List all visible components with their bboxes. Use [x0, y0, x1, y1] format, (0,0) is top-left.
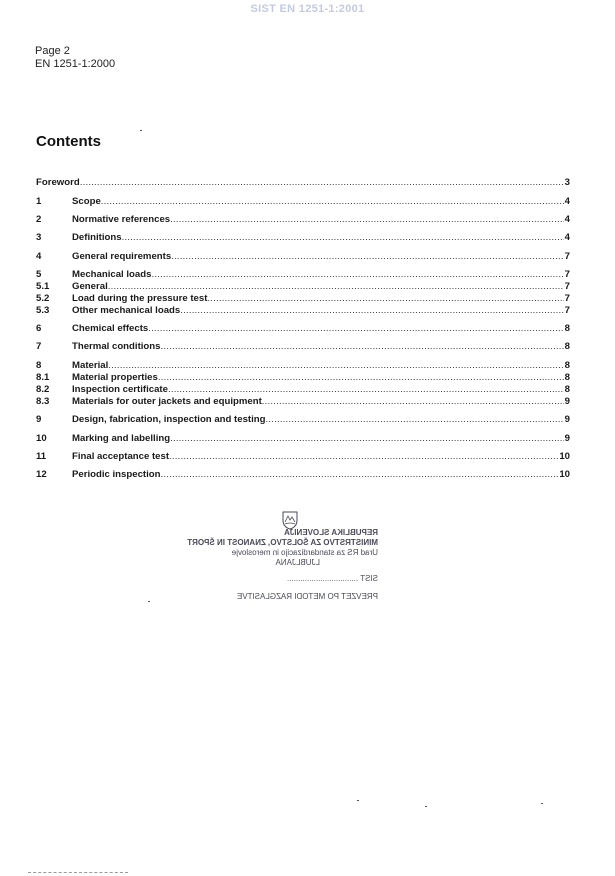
toc-entry-title: Material properties	[72, 372, 158, 383]
toc-entry-page: 8	[564, 341, 570, 352]
toc-entry-title: Other mechanical loads	[72, 305, 181, 316]
toc-entry[interactable]	[36, 396, 570, 408]
toc-entry-page: 7	[564, 269, 570, 280]
toc-entry[interactable]	[36, 281, 570, 293]
toc-entry[interactable]	[36, 232, 570, 244]
toc-entry-number: 8.1	[36, 372, 50, 383]
toc-entry-title: Chemical effects	[72, 323, 149, 334]
toc-entry-title: Material	[72, 360, 109, 371]
toc-entry-page: 9	[564, 396, 570, 407]
toc-dot-leader	[148, 323, 563, 334]
toc-entry-page: 8	[564, 360, 570, 371]
toc-dot-leader	[122, 232, 564, 243]
toc-entry-page: 10	[559, 469, 570, 480]
coat-of-arms-icon	[280, 510, 300, 530]
toc-dot-leader	[151, 269, 563, 280]
stamp-sist: SIST ................................	[287, 574, 378, 583]
official-stamp	[187, 510, 380, 610]
scan-speck	[148, 601, 150, 602]
toc-dot-leader	[171, 251, 563, 262]
toc-entry-page: 8	[564, 323, 570, 334]
toc-entry-number: 7	[36, 341, 42, 352]
stamp-office: Urad RS za standardizacijo in meroslovje	[231, 548, 378, 557]
standard-number: EN 1251-1:2000	[35, 58, 116, 70]
toc-entry-title: Mechanical loads	[72, 269, 152, 280]
toc-entry-number: 4	[36, 251, 42, 262]
toc-dot-leader	[161, 341, 564, 352]
toc-dot-leader	[158, 372, 564, 383]
toc-dot-leader	[262, 396, 564, 407]
toc-entry[interactable]	[36, 251, 570, 263]
toc-entry-title: General	[72, 281, 108, 292]
stamp-sist-label: SIST	[360, 574, 378, 583]
scan-speck	[140, 130, 142, 131]
scan-speck	[541, 803, 543, 804]
stamp-adoption: PREVZET PO METODI RAZGLASITVE	[236, 592, 378, 601]
toc-entry-title: Final acceptance test	[72, 451, 170, 462]
toc-entry-title: Normative references	[72, 214, 171, 225]
watermark: SIST EN 1251-1:2001	[250, 3, 365, 15]
toc-entry-title: Foreword	[36, 177, 80, 188]
toc-entry-number: 1	[36, 196, 42, 207]
toc-entry-number: 8	[36, 360, 42, 371]
toc-entry[interactable]	[36, 293, 570, 305]
toc-dot-leader	[207, 293, 563, 304]
toc-dot-leader	[266, 414, 564, 425]
toc-entry-title: Design, fabrication, inspection and testing	[72, 414, 266, 425]
toc-dot-leader	[108, 281, 564, 292]
toc-entry[interactable]	[36, 414, 570, 426]
toc-entry-page: 7	[564, 293, 570, 304]
toc-entry-page: 3	[564, 177, 570, 188]
toc-entry-number: 9	[36, 414, 42, 425]
toc-entry-number: 5.2	[36, 293, 50, 304]
toc-entry[interactable]	[36, 341, 570, 353]
toc-entry-number: 5.3	[36, 305, 50, 316]
toc-entry-number: 12	[36, 469, 47, 480]
stamp-republic: REPUBLIKA SLOVENIJA	[284, 528, 378, 537]
toc-entry-number: 2	[36, 214, 42, 225]
toc-entry-page: 4	[564, 232, 570, 243]
toc-entry[interactable]	[36, 384, 570, 396]
footer-rule	[28, 872, 128, 873]
toc-entry-number: 5	[36, 269, 42, 280]
toc-entry-number: 3	[36, 232, 42, 243]
toc-entry[interactable]	[36, 269, 570, 281]
toc-entry-number: 10	[36, 433, 47, 444]
toc-dot-leader	[170, 433, 564, 444]
toc-entry-page: 4	[564, 214, 570, 225]
toc-dot-leader	[101, 196, 564, 207]
toc-dot-leader	[168, 384, 564, 395]
toc-dot-leader	[170, 214, 564, 225]
toc-entry-page: 9	[564, 414, 570, 425]
page-number: Page 2	[35, 45, 70, 57]
scan-speck	[357, 800, 359, 801]
toc-entry-page: 7	[564, 281, 570, 292]
toc-entry[interactable]	[36, 451, 570, 463]
toc-entry[interactable]	[36, 360, 570, 372]
toc-entry-title: Materials for outer jackets and equipment	[72, 396, 262, 407]
toc-entry-number: 11	[36, 451, 47, 462]
toc-dot-leader	[80, 177, 564, 188]
scan-speck	[425, 806, 427, 807]
toc-entry-title: Load during the pressure test	[72, 293, 208, 304]
contents-heading: Contents	[36, 133, 101, 150]
page-header	[35, 45, 115, 71]
toc-entry-title: Scope	[72, 196, 101, 207]
toc-entry[interactable]	[36, 469, 570, 481]
toc-entry-page: 10	[559, 451, 570, 462]
stamp-ministry: MINISTRSTVO ZA ŠOLSTVO, ZNANOST IN ŠPORT	[187, 538, 378, 547]
toc-dot-leader	[161, 469, 559, 480]
toc-entry-title: Periodic inspection	[72, 469, 161, 480]
toc-entry-number: 5.1	[36, 281, 50, 292]
toc-entry-page: 8	[564, 372, 570, 383]
toc-entry-page: 8	[564, 384, 570, 395]
toc-entry[interactable]	[36, 177, 570, 189]
toc-entry-title: General requirements	[72, 251, 172, 262]
toc-entry[interactable]	[36, 214, 570, 226]
toc-entry-title: Thermal conditions	[72, 341, 161, 352]
toc-dot-leader	[169, 451, 558, 462]
toc-entry-page: 7	[564, 251, 570, 262]
toc-entry-title: Inspection certificate	[72, 384, 168, 395]
toc-entry-page: 4	[564, 196, 570, 207]
toc-entry[interactable]	[36, 372, 570, 384]
toc-dot-leader	[108, 360, 563, 371]
toc-entry-title: Marking and labelling	[72, 433, 171, 444]
toc-entry-number: 8.3	[36, 396, 50, 407]
toc-entry-page: 7	[564, 305, 570, 316]
stamp-city: LJUBLJANA	[275, 558, 320, 567]
toc-entry[interactable]	[36, 305, 570, 317]
toc-dot-leader	[180, 305, 563, 316]
toc-entry[interactable]	[36, 323, 570, 335]
toc-entry-number: 8.2	[36, 384, 50, 395]
toc-entry-title: Definitions	[72, 232, 122, 243]
toc-entry-page: 9	[564, 433, 570, 444]
toc-entry[interactable]	[36, 196, 570, 208]
toc-entry-number: 6	[36, 323, 42, 334]
toc-entry[interactable]	[36, 433, 570, 445]
